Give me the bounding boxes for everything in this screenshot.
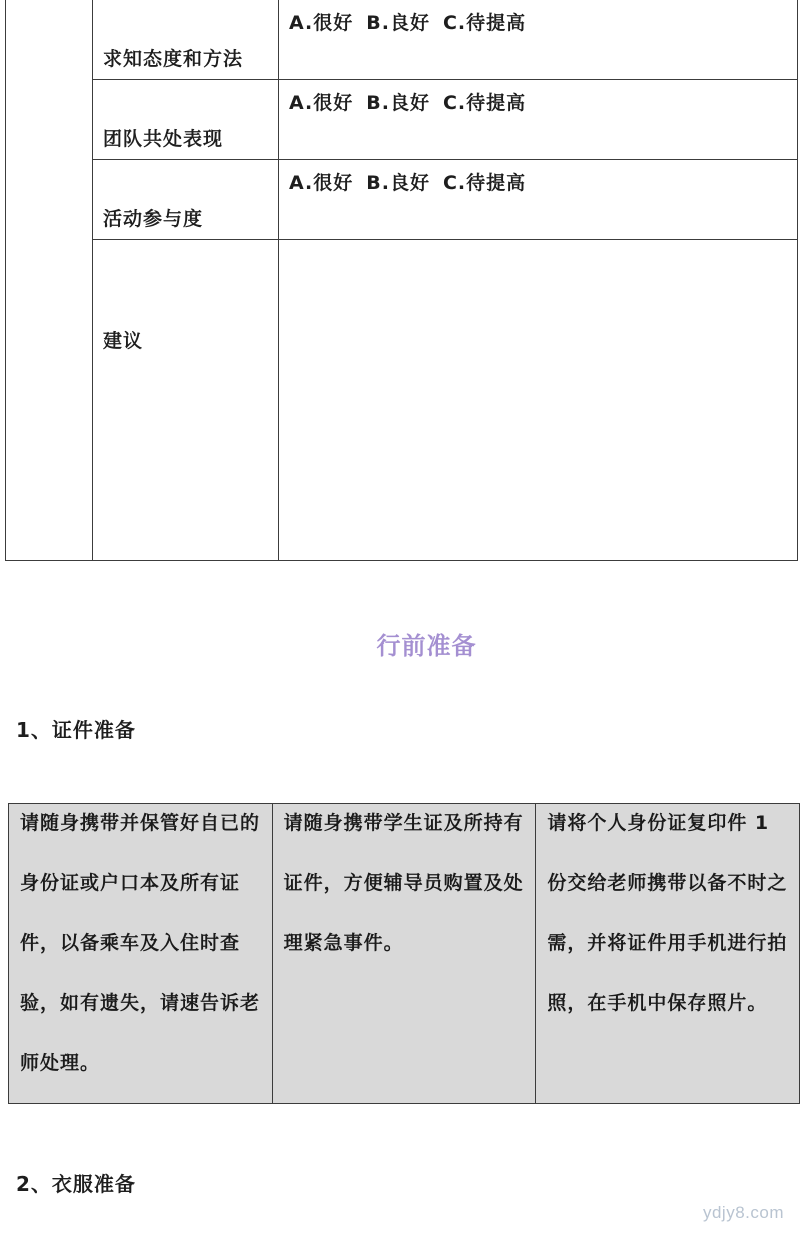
- evaluation-options-cell: [279, 80, 798, 160]
- option-b: B.良好: [366, 12, 430, 34]
- evaluation-label-cell: [93, 80, 279, 160]
- documents-table: [8, 803, 800, 1104]
- option-a: A.很好: [289, 172, 354, 195]
- evaluation-label: 求知态度和方法: [103, 48, 244, 71]
- option-c: C.待提高: [442, 172, 527, 195]
- heading-documents: 1、证件准备: [16, 718, 136, 742]
- evaluation-table: [5, 0, 798, 561]
- documents-row: [9, 804, 800, 1104]
- evaluation-label: 团队共处表现: [103, 128, 224, 151]
- documents-cell: [536, 804, 800, 1104]
- option-b: B.良好: [366, 92, 430, 115]
- option-c: C.待提高: [442, 92, 527, 115]
- evaluation-options-cell: [279, 0, 798, 80]
- documents-text: 请将个人身份证复印件 1 份交给老师携带以备不时之需，并将证件用手机进行拍照，在手机中保存照片。: [547, 812, 788, 1014]
- documents-text: 请随身携带学生证及所持有证件，方便辅导员购置及处理紧急事件。: [283, 812, 524, 954]
- documents-cell: [9, 804, 273, 1104]
- advice-label: 建议: [103, 330, 144, 353]
- watermark: ydjy8.com: [702, 1203, 784, 1222]
- evaluation-label: 活动参与度: [103, 208, 204, 231]
- evaluation-row: [6, 160, 798, 240]
- evaluation-side-cell: [6, 0, 93, 561]
- section-title: 行前准备: [376, 632, 477, 660]
- evaluation-label-cell: [93, 160, 279, 240]
- evaluation-options-cell: [279, 160, 798, 240]
- documents-cell: [272, 804, 536, 1104]
- advice-row: [6, 240, 798, 561]
- option-a: A.很好: [289, 12, 354, 34]
- advice-input-cell[interactable]: [279, 240, 798, 561]
- option-a: A.很好: [289, 92, 354, 115]
- option-c: C.待提高: [442, 12, 527, 34]
- evaluation-row: [6, 0, 798, 80]
- advice-label-cell: [93, 240, 279, 561]
- documents-text: 请随身携带并保管好自已的身份证或户口本及所有证件，以备乘车及入住时查验，如有遗失，请速告诉老师处理。: [20, 812, 261, 1074]
- evaluation-row: [6, 80, 798, 160]
- evaluation-label-cell: [93, 0, 279, 80]
- option-b: B.良好: [366, 172, 430, 195]
- heading-clothing: 2、衣服准备: [16, 1172, 136, 1196]
